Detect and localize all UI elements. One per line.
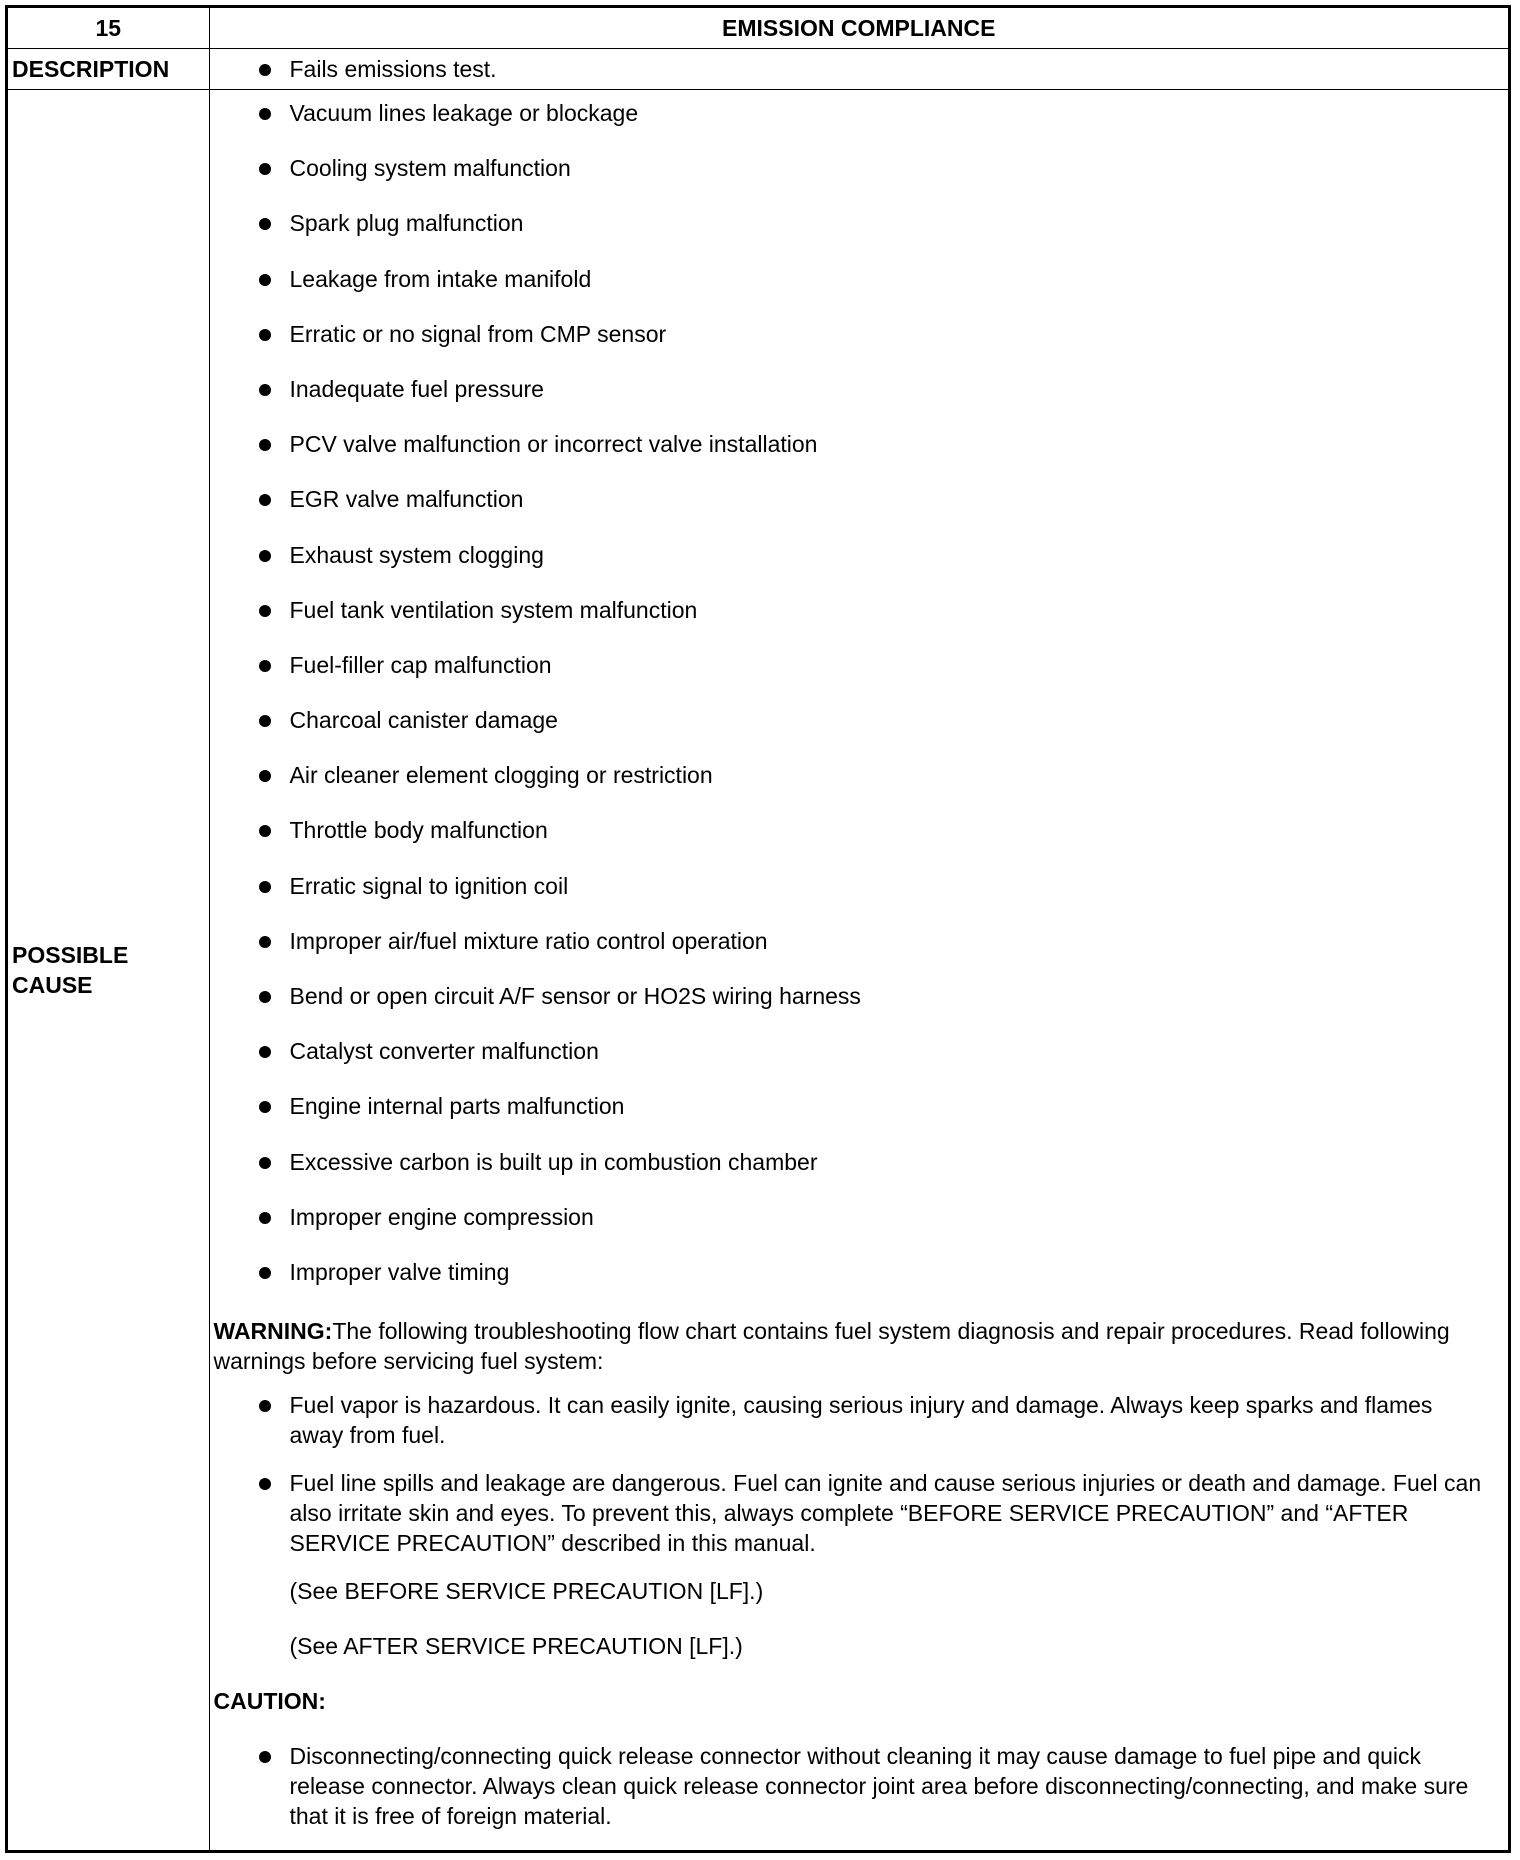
cause-item: [210, 1202, 1509, 1257]
bullet-icon: [259, 1046, 271, 1058]
cause-item: [210, 98, 1509, 153]
cause-item: [210, 484, 1509, 539]
warning-text: The following troubleshooting flow chart contains fuel system diagnosis and repair procedures. Read following warnings before servicing fuel system:: [213, 1318, 1450, 1375]
description-label-cell: [8, 49, 209, 90]
cause-item-text: Improper engine compression: [289, 1203, 594, 1230]
reference-after-service: (See AFTER SERVICE PRECAUTION [LF].): [289, 1633, 743, 1660]
troubleshooting-table-frame: [5, 5, 1511, 1853]
bullet-icon: [259, 494, 271, 506]
bullet-icon: [259, 1478, 271, 1490]
cause-item-text: Erratic signal to ignition coil: [289, 872, 569, 899]
possible-cause-label-cell: [8, 90, 209, 1851]
warning-item-text: Fuel vapor is hazardous. It can easily ignite, causing serious injury and damage. Always keep sparks and flames away from fuel.: [289, 1392, 1433, 1449]
cause-item: [210, 1036, 1509, 1091]
bullet-icon: [259, 108, 271, 120]
bullet-icon: [259, 605, 271, 617]
bullet-icon: [259, 163, 271, 175]
cause-item: [210, 208, 1509, 263]
cause-item: [210, 760, 1509, 815]
bullet-icon: [259, 1267, 271, 1279]
bullet-icon: [259, 1212, 271, 1224]
caution-item: [210, 1741, 1509, 1831]
cause-item-text: Inadequate fuel pressure: [289, 375, 544, 402]
cause-item: [210, 374, 1509, 429]
bullet-icon: [259, 1400, 271, 1412]
cause-item-text: Catalyst converter malfunction: [289, 1038, 599, 1065]
cause-item-text: Erratic or no signal from CMP sensor: [289, 320, 667, 347]
cause-item-text: Bend or open circuit A/F sensor or HO2S wiring harness: [289, 983, 861, 1009]
troubleshooting-table: [8, 8, 1508, 1850]
bullet-icon: [259, 881, 271, 893]
bullet-icon: [259, 550, 271, 562]
cause-list: [210, 90, 1509, 1312]
cause-item-text: Spark plug malfunction: [289, 210, 524, 237]
bullet-icon: [259, 825, 271, 837]
cause-item: [210, 815, 1509, 870]
cause-item: [210, 540, 1509, 595]
cause-item-text: Leakage from intake manifold: [289, 265, 592, 292]
cause-item-text: Improper air/fuel mixture ratio control operation: [289, 927, 768, 954]
caution-label: CAUTION:: [213, 1688, 326, 1715]
bullet-icon: [259, 770, 271, 782]
procedure-number: 15: [8, 8, 209, 49]
reference-before-service: (See BEFORE SERVICE PRECAUTION [LF].): [289, 1578, 764, 1605]
possible-cause-content: [209, 90, 1508, 1851]
possible-cause-row: [8, 90, 1508, 1851]
header-row: [8, 8, 1508, 49]
description-label: DESCRIPTION: [12, 56, 170, 82]
caution-item-text: Disconnecting/connecting quick release connector without cleaning it may cause damage to fuel pipe and quick release connector. Always clean quick release connector joint area before disconnecting/connecting, and make sure that it is free of foreign material.: [289, 1743, 1469, 1830]
bullet-icon: [259, 660, 271, 672]
cause-item: [210, 319, 1509, 374]
cause-item: [210, 650, 1509, 705]
warning-item-text: Fuel line spills and leakage are dangerous. Fuel can ignite and cause serious injuries or death and damage. Fuel can also irritate skin and eyes. To prevent this, always complete “BEFORE SERVICE PRECAUTION” and “AFTER SERVICE PRECAUTION” described in this manual.: [289, 1470, 1482, 1557]
cause-item: [210, 981, 1509, 1036]
bullet-icon: [259, 1101, 271, 1113]
cause-item-text: Air cleaner element clogging or restriction: [289, 762, 713, 789]
procedure-title: EMISSION COMPLIANCE: [209, 8, 1508, 49]
cause-item-text: Cooling system malfunction: [289, 155, 571, 182]
description-item-text: Fails emissions test.: [289, 56, 497, 82]
cause-item: [210, 153, 1509, 208]
possible-cause-label-line2: CAUSE: [12, 972, 93, 998]
bullet-icon: [259, 715, 271, 727]
cause-item: [210, 926, 1509, 981]
bullet-icon: [259, 1157, 271, 1169]
warning-item: [210, 1390, 1509, 1468]
bullet-icon: [259, 384, 271, 396]
cause-item-text: Throttle body malfunction: [289, 817, 548, 844]
cause-item-text: Fuel tank ventilation system malfunction: [289, 596, 698, 623]
bullet-icon: [259, 329, 271, 341]
warning-item: [210, 1468, 1509, 1576]
cause-item-text: Improper valve timing: [289, 1258, 510, 1285]
warning-paragraph: [210, 1312, 1509, 1390]
bullet-icon: [259, 64, 271, 76]
cause-item: [210, 705, 1509, 760]
bullet-icon: [259, 274, 271, 286]
cause-item: [210, 1091, 1509, 1146]
cause-item-text: Excessive carbon is built up in combustion chamber: [289, 1148, 818, 1175]
cause-item-text: Charcoal canister damage: [289, 707, 558, 734]
cause-item: [210, 429, 1509, 484]
bullet-icon: [259, 439, 271, 451]
cause-item-text: Fuel-filler cap malfunction: [289, 651, 552, 678]
bullet-icon: [259, 936, 271, 948]
bullet-icon: [259, 218, 271, 230]
cause-item-text: Exhaust system clogging: [289, 541, 544, 568]
cause-item: [210, 1257, 1509, 1312]
description-item: [210, 54, 1509, 84]
bullet-icon: [259, 991, 271, 1003]
description-content: [209, 49, 1508, 90]
warning-label: WARNING:: [213, 1318, 333, 1345]
cause-item-text: PCV valve malfunction or incorrect valve installation: [289, 431, 818, 458]
cause-item: [210, 264, 1509, 319]
cause-item-text: EGR valve malfunction: [289, 486, 524, 513]
cause-item-text: Vacuum lines leakage or blockage: [289, 100, 639, 126]
cause-item: [210, 871, 1509, 926]
cause-item-text: Engine internal parts malfunction: [289, 1093, 625, 1120]
bullet-icon: [259, 1751, 271, 1763]
possible-cause-label: [8, 940, 209, 1000]
cause-item: [210, 1147, 1509, 1202]
possible-cause-label-line1: POSSIBLE: [12, 942, 129, 968]
cause-item: [210, 595, 1509, 650]
description-row: [8, 49, 1508, 90]
